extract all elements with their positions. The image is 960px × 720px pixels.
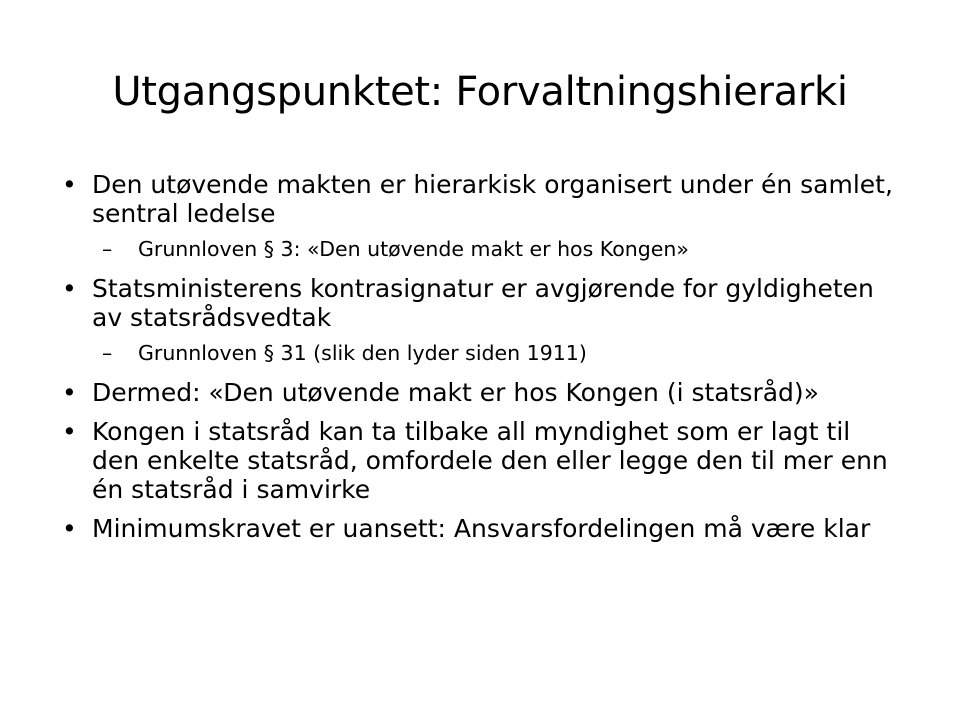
slide-title: Utgangspunktet: Forvaltningshierarki — [112, 69, 848, 115]
dash-icon: – — [102, 237, 113, 261]
bullet-icon: • — [62, 170, 77, 199]
bullet-text: Dermed: «Den utøvende makt er hos Kongen (i statsråd)» — [92, 378, 819, 407]
bullet-item — [62, 170, 902, 228]
bullet-text: Den utøvende makten er hierarkisk organisert under én samlet, sentral ledelse — [92, 170, 893, 228]
bullet-item — [62, 274, 902, 332]
sub-bullet-text: Grunnloven § 3: «Den utøvende makt er hos Kongen» — [138, 237, 689, 261]
bullet-icon: • — [62, 274, 77, 303]
bullet-icon: • — [62, 378, 77, 407]
sub-bullet-item — [102, 340, 902, 366]
bullet-list — [62, 170, 902, 553]
sub-bullet-text: Grunnloven § 31 (slik den lyder siden 1911) — [138, 341, 587, 365]
bullet-text: Statsministerens kontrasignatur er avgjørende for gyldigheten av statsrådsvedtak — [92, 274, 874, 332]
bullet-item — [62, 417, 902, 504]
bullet-item — [62, 378, 902, 407]
bullet-icon: • — [62, 514, 77, 543]
bullet-item — [62, 514, 902, 543]
sub-bullet-item — [102, 236, 902, 262]
bullet-icon: • — [62, 417, 77, 446]
dash-icon: – — [102, 341, 113, 365]
bullet-text: Minimumskravet er uansett: Ansvarsfordelingen må være klar — [92, 514, 871, 543]
bullet-text: Kongen i statsråd kan ta tilbake all myndighet som er lagt til den enkelte statsråd, omfordele den eller legge den til mer enn én statsråd i samvirke — [92, 417, 888, 504]
